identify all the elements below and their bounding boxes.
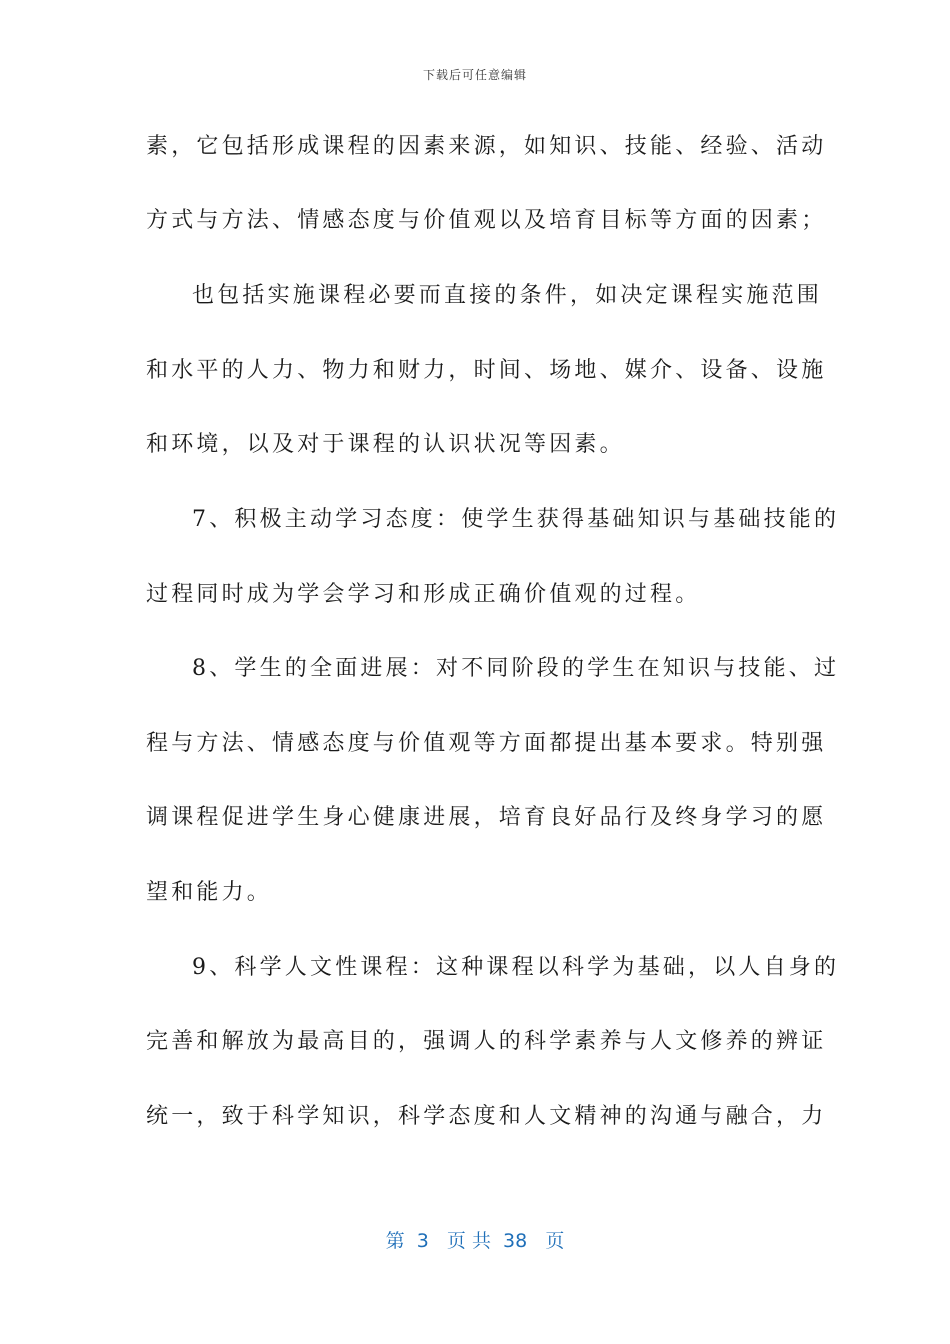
text-line: 也包括实施课程必要而直接的条件，如决定课程实施范围 xyxy=(192,283,823,308)
text-line: 8、学生的全面进展：对不同阶段的学生在知识与技能、过 xyxy=(192,656,840,681)
text-line: 完善和解放为最高目的，强调人的科学素养与人文修养的辨证 xyxy=(146,1029,827,1054)
page-number-footer: 第 3 页 共 38 页 xyxy=(385,1230,565,1252)
text-line: 调课程促进学生身心健康进展，培育良好品行及终身学习的愿 xyxy=(146,805,827,830)
text-line: 过程同时成为学会学习和形成正确价值观的过程。 xyxy=(146,582,701,607)
text-line: 统一，致于科学知识，科学态度和人文精神的沟通与融合，力 xyxy=(146,1104,827,1129)
text-line: 和环境，以及对于课程的认识状况等因素。 xyxy=(146,432,625,457)
text-line: 素，它包括形成课程的因素来源，如知识、技能、经验、活动 xyxy=(146,134,827,159)
text-line: 望和能力。 xyxy=(146,880,273,905)
text-line: 9、科学人文性课程：这种课程以科学为基础，以人自身的 xyxy=(192,955,840,980)
text-line: 7、积极主动学习态度：使学生获得基础知识与基础技能的 xyxy=(192,507,840,532)
text-line: 方式与方法、情感态度与价值观以及培育目标等方面的因素； xyxy=(146,208,827,233)
page-header-note: 下载后可任意编辑 xyxy=(422,68,527,82)
text-line: 和水平的人力、物力和财力，时间、场地、媒介、设备、设施 xyxy=(146,358,827,383)
text-line: 程与方法、情感态度与价值观等方面都提出基本要求。特别强 xyxy=(146,731,827,756)
